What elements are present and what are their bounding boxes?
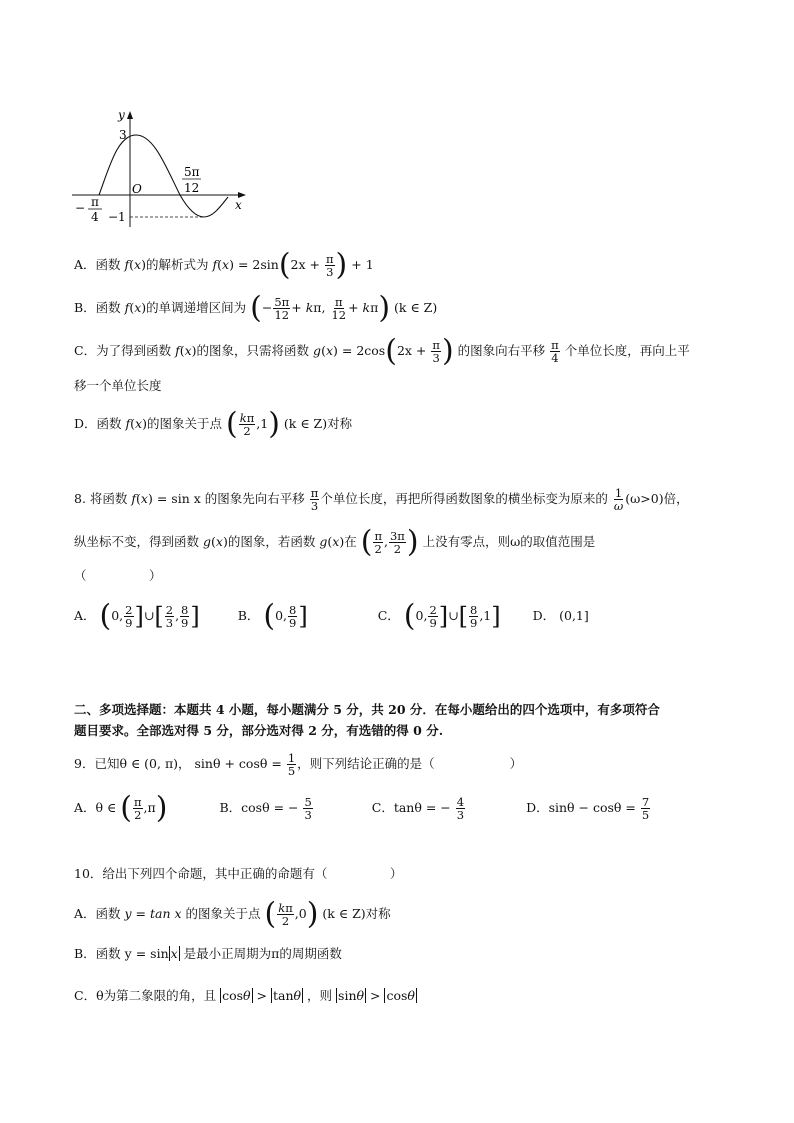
q10-a-tail: (k ∈ Z)对称 xyxy=(322,906,391,922)
section2-heading-line2: 题目要求。全部选对得 5 分，部分选对得 2 分，有选错的得 0 分. xyxy=(74,723,444,738)
q10-b-prefix: B．函数 xyxy=(74,946,121,961)
q7-option-b: B．函数 f(x)的单调递增区间为 (− $\frac{5\pi}{12}$ + kπ, $\frac{\pi}{12}$ + kπ) (k ∈ Z) xyxy=(74,290,438,326)
section2-heading-line1: 二、多项选择题：本题共 4 小题，每小题满分 5 分，共 20 分．在每小题给出的四个选项中，有多项符合 xyxy=(74,702,660,717)
q8-l2a: 纵坐标不变，得到函数 xyxy=(74,534,200,550)
q7-c-mid2: 的图象向右平移 xyxy=(457,343,546,359)
q10-stem: 10．给出下列四个命题，其中正确的命题有（ ） xyxy=(74,866,403,881)
q9-option-a: A．θ ∈ xyxy=(74,800,117,816)
q7-d-mid: 的图象关于点 xyxy=(147,416,223,432)
right-zero-num: 5π xyxy=(184,165,200,179)
q8-stem-line2: 纵坐标不变，得到函数 g(x)的图象，若函数 g(x)在 ( $\frac{\pi}{2}$ , $\frac{3\pi}{2}$ ) 上没有零点，则ω的取值范围是 xyxy=(74,524,596,560)
q8-l1b: = sin x 的图象先向右平移 xyxy=(156,491,305,507)
function-graph xyxy=(70,105,260,230)
q9-option-b: B．cosθ = − xyxy=(219,800,299,816)
q7-a-mid: 的解析式为 xyxy=(146,257,209,273)
origin-label: O xyxy=(132,182,142,196)
q7-b-mid: 的单调递增区间为 xyxy=(146,300,247,316)
q10-option-a: A．函数 y = tan x 的图象关于点 ( $\frac{k\pi}{2}$ ,0) (k ∈ Z)对称 xyxy=(74,896,391,932)
sine-curve xyxy=(99,135,228,217)
q7-c-inner: 2x + xyxy=(396,343,427,359)
q8-l1c: 个单位长度，再把所得函数图象的横坐标变为原来的 xyxy=(320,491,608,507)
q8-options: A． (0, $\frac{2}{9}$ ]∪[ $\frac{2}{3}$ , $\frac{8}{9}$ ] B． (0, $\frac{8}{9}$ ] C． (0, $\frac{2}{9}$ ]∪[ $\frac{8}{9}$ ,1] D． (0,1] xyxy=(74,598,589,634)
q10-a-mid: 的图象关于点 xyxy=(185,906,261,922)
q10-b-func: y = sin xyxy=(124,946,169,961)
right-zero-den: 12 xyxy=(184,181,200,195)
left-zero-den: 4 xyxy=(91,210,99,224)
q10-c-mid: ，则 xyxy=(307,988,333,1003)
q7-a-prefix: A．函数 xyxy=(74,257,121,273)
q7-a-expr: = 2sin xyxy=(237,257,279,273)
q8-option-d: D． xyxy=(532,608,556,624)
q10-a-prefix: A．函数 xyxy=(74,906,121,922)
q8-answer-paren: （ ） xyxy=(74,568,162,583)
q9-stem-a: 9．已知θ ∈ (0, π)， sinθ + cosθ = xyxy=(74,756,282,772)
q8-l1d: (ω>0)倍， xyxy=(625,491,689,507)
q8-l2d: 上没有零点，则ω的取值范围是 xyxy=(422,534,596,550)
q7-d-tail: (k ∈ Z)对称 xyxy=(283,416,353,432)
y-max-label: 3 xyxy=(119,128,127,142)
q7-b-k: (k ∈ Z) xyxy=(394,300,438,316)
q7-b-prefix: B．函数 xyxy=(74,300,121,316)
q7-a-inner: 2x + xyxy=(290,257,320,273)
q7-c-expr: = 2cos xyxy=(341,343,386,359)
x-axis-label: x xyxy=(235,198,242,212)
q9-option-d: D．sinθ − cosθ = xyxy=(526,800,636,816)
y-axis-label: y xyxy=(118,108,125,122)
q8-l1a: 8. 将函数 xyxy=(74,491,128,507)
q8-stem-line1: 8. 将函数 f(x) = sin x 的图象先向右平移 $\frac{\pi}{3}$ 个单位长度，再把所得函数图象的横坐标变为原来的 $\frac{1}{\omega}$ (ω>0)倍， xyxy=(74,486,689,514)
q7-option-c-line2: 移一个单位长度 xyxy=(74,378,162,393)
q7-option-c: C．为了得到函数 f(x)的图象，只需将函数 g(x) = 2cos(2x + $\frac{\pi}{3}$ ) 的图象向右平移 $\frac{\pi}{4}$ 个单位长度，再向上平 xyxy=(74,333,690,369)
q7-d-prefix: D．函数 xyxy=(74,416,122,432)
q7-c-prefix: C．为了得到函数 xyxy=(74,343,172,359)
q7-option-d: D．函数 f(x)的图象关于点 ( $\frac{k\pi}{2}$ ,1) (k ∈ Z)对称 xyxy=(74,406,353,442)
y-min-label: −1 xyxy=(108,210,126,224)
q10-c-prefix: C．θ为第二象限的角，且 xyxy=(74,988,217,1003)
q8-l2b: 的图象，若函数 xyxy=(227,534,316,550)
left-zero-sign: − xyxy=(75,201,86,215)
left-zero-num: π xyxy=(91,195,99,209)
q9-option-c: C．tanθ = − xyxy=(371,800,451,816)
q7-a-plus: + 1 xyxy=(351,257,374,273)
q10-a-func: y = tan x xyxy=(124,906,182,922)
q8-option-a: A． xyxy=(74,608,96,624)
q9-stem-b: ，则下列结论正确的是（ ） xyxy=(297,756,523,772)
q7-option-a: A．函数 f(x)的解析式为 f(x) = 2sin(2x + $\frac{\pi}{3}$ ) + 1 xyxy=(74,247,374,283)
q8-option-b: B． xyxy=(237,608,260,624)
y-axis-arrow xyxy=(127,111,133,119)
q10-option-c: C．θ为第二象限的角，且 cosθ > tanθ ，则 sinθ > cosθ xyxy=(74,988,415,1003)
q8-option-c: C． xyxy=(377,608,400,624)
q9-options: A．θ ∈ ( $\frac{\pi}{2}$ ,π) B．cosθ = − $\frac{5}{3}$ C．tanθ = − $\frac{4}{3}$ D．sinθ − cosθ = $\frac{7}{5}$ xyxy=(74,790,650,826)
q7-c-mid: 的图象，只需将函数 xyxy=(196,343,310,359)
q10-option-b: B．函数 y = sin x 是最小正周期为π的周期函数 xyxy=(74,946,342,961)
q10-b-tail: 是最小正周期为π的周期函数 xyxy=(183,946,342,961)
q8-l2c: 在 xyxy=(344,534,357,550)
q7-c-tail: 个单位长度，再向上平 xyxy=(564,343,690,359)
q9-stem: 9．已知θ ∈ (0, π)， sinθ + cosθ = $\frac{1}{5}$ ，则下列结论正确的是（ ） xyxy=(74,751,523,779)
